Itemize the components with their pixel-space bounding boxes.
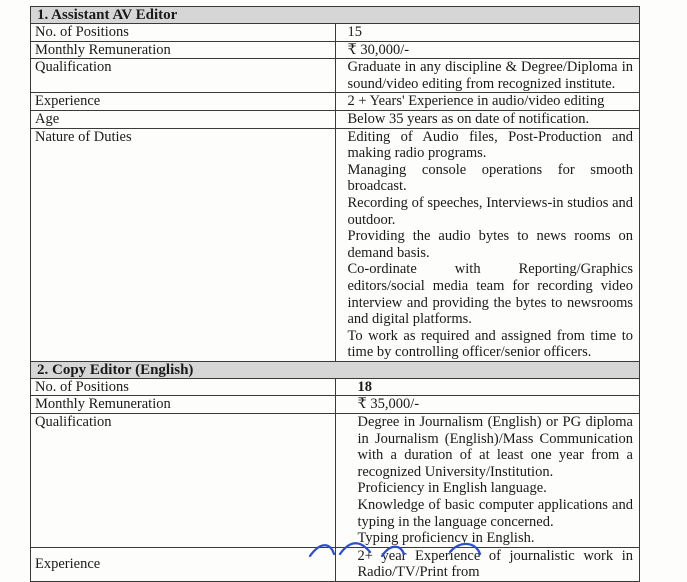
value-line: 2+ year Experience of journalistic work in Radio/TV/Print from xyxy=(357,547,633,581)
qualification-line: Typing proficiency in English. xyxy=(357,530,535,547)
table-row xyxy=(31,378,640,396)
value-line: 2 + Years' Experience in audio/video editing xyxy=(347,93,605,110)
row-label: No. of Positions xyxy=(31,24,336,42)
qualification-line: Degree in Journalism (English) or PG diploma in Journalism (English)/Mass Communication with a duration of at least one year from a recognized University/Institution. xyxy=(357,414,633,480)
row-label: No. of Positions xyxy=(31,378,336,396)
value-line: ₹ 30,000/- xyxy=(347,41,410,58)
value-line: Graduate in any discipline & Degree/Diploma in sound/video editing from recognized institute. xyxy=(347,59,633,92)
row-label: Nature of Duties xyxy=(31,128,336,361)
duty-line: Editing of Audio files, Post-Production and making radio programs. xyxy=(347,128,633,162)
table-row xyxy=(31,128,640,361)
qualification-line: Knowledge of basic computer applications and typing in the language concerned. xyxy=(357,497,633,530)
table-row xyxy=(31,110,640,128)
row-value xyxy=(335,93,640,111)
row-value xyxy=(335,396,640,414)
section-heading: 1. Assistant AV Editor xyxy=(31,7,640,24)
row-label: Age xyxy=(31,110,336,128)
row-label: Qualification xyxy=(31,414,336,548)
row-label: Monthly Remuneration xyxy=(31,396,336,414)
value-line: 15 xyxy=(347,24,362,40)
row-value xyxy=(335,24,640,42)
duty-line: Recording of speeches, Interviews-in studios and outdoor. xyxy=(347,194,633,228)
job-details-table xyxy=(30,6,640,582)
row-value xyxy=(335,128,640,361)
table-row xyxy=(31,24,640,42)
table-row xyxy=(31,396,640,414)
row-label: Qualification xyxy=(31,59,336,93)
duty-line: Managing console operations for smooth broadcast. xyxy=(347,161,633,195)
table-row xyxy=(31,414,640,548)
table-row xyxy=(31,41,640,59)
handwritten-signature xyxy=(300,538,500,558)
document-page xyxy=(30,6,640,582)
value-line: Below 35 years as on date of notification. xyxy=(347,110,590,127)
duty-line: Co-ordinate with Reporting/Graphics editors/social media team for recording video interview and providing the bytes to newsrooms and digital platforms. xyxy=(347,261,633,328)
row-value xyxy=(335,41,640,59)
row-label: Experience xyxy=(31,93,336,111)
row-label: Experience xyxy=(31,547,336,581)
duty-line: Providing the audio bytes to news rooms on demand basis. xyxy=(347,228,633,261)
row-value xyxy=(335,414,640,548)
row-value xyxy=(335,59,640,93)
qualification-line: Proficiency in English language. xyxy=(357,480,547,497)
section-heading: 2. Copy Editor (English) xyxy=(31,361,640,378)
row-value xyxy=(335,110,640,128)
row-value xyxy=(335,378,640,396)
section-heading-row xyxy=(31,361,640,378)
row-label: Monthly Remuneration xyxy=(31,41,336,59)
table-row xyxy=(31,93,640,111)
duty-line: To work as required and assigned from time to time by controlling officer/senior officers. xyxy=(347,327,633,361)
value-line: 18 xyxy=(357,378,372,395)
value-line: ₹ 35,000/- xyxy=(357,396,420,413)
table-row xyxy=(31,59,640,93)
section-heading-row xyxy=(31,7,640,24)
